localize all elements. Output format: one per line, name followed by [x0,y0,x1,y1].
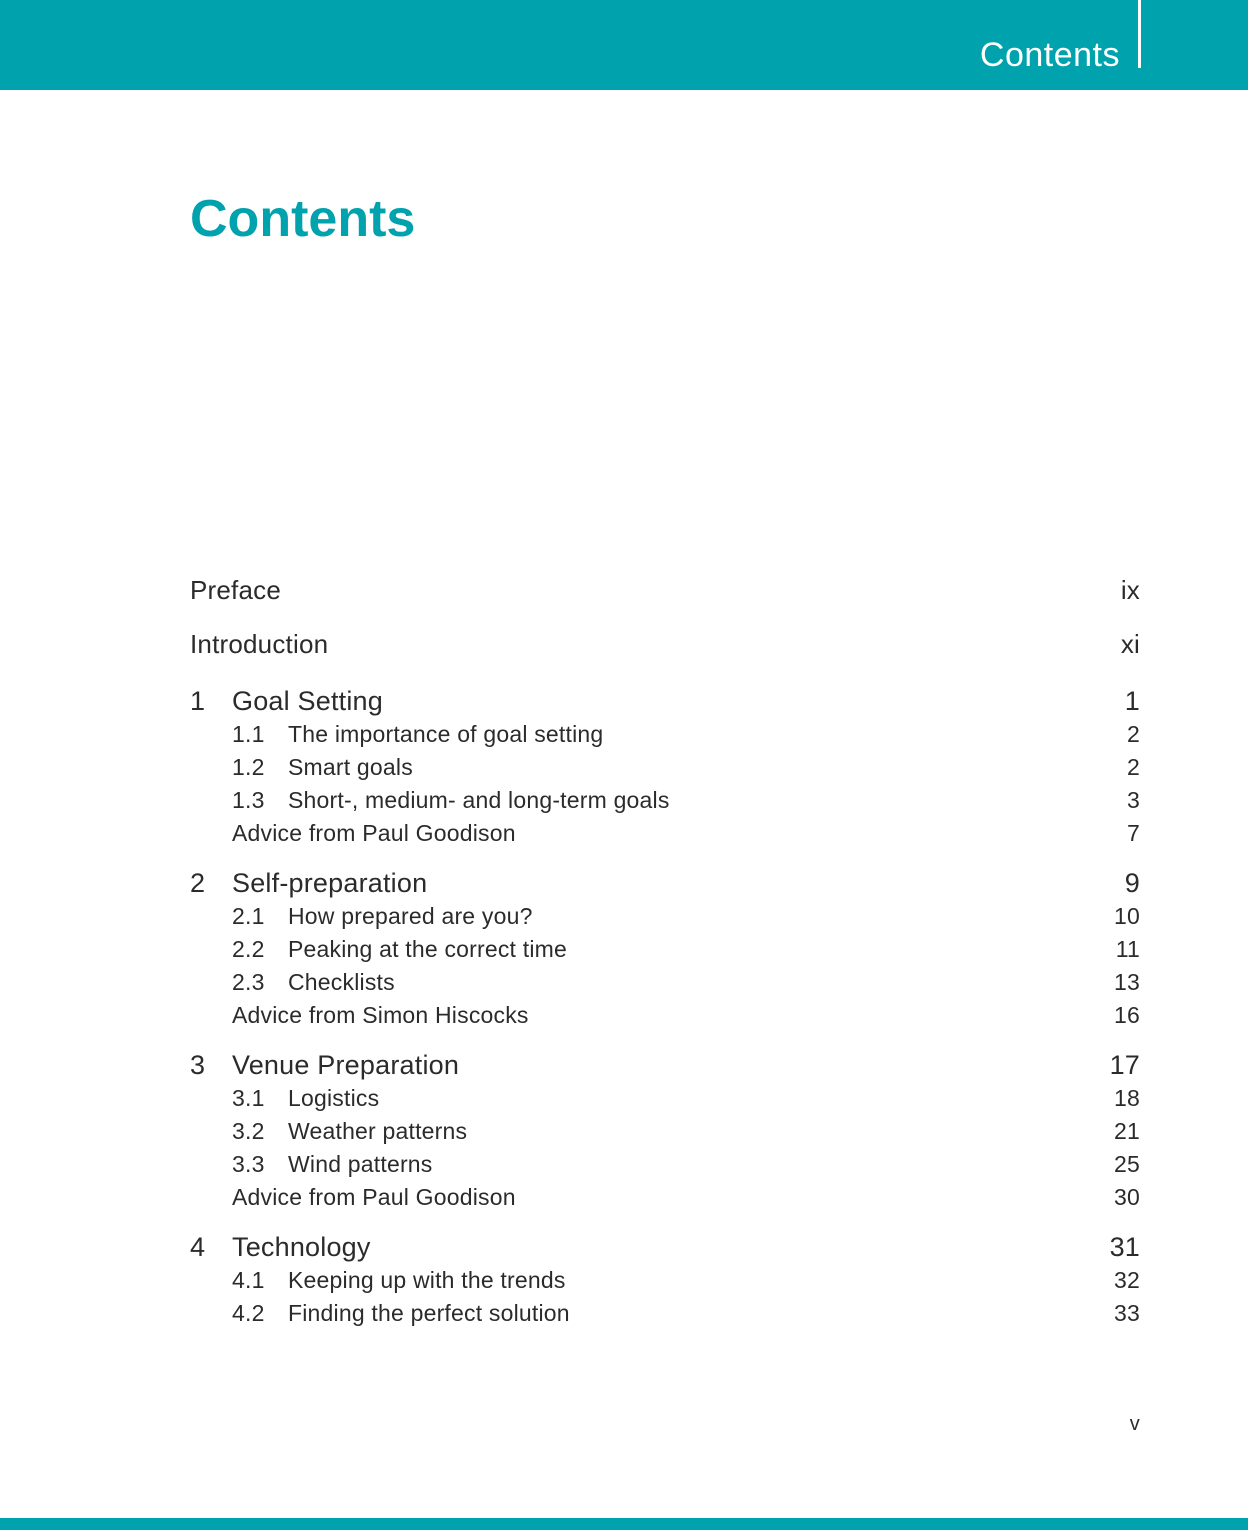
toc-item-row [190,1082,1140,1115]
toc-entry-number: 1.2 [232,754,265,780]
toc-chapter [190,1048,1140,1214]
toc-chapter-row [190,1048,1140,1082]
toc-entry-page: 10 [1114,903,1140,929]
toc-chapter-row [190,866,1140,900]
toc-entry-page: 16 [1114,1002,1140,1028]
toc-chapter-items [190,718,1140,850]
toc-chapter [190,684,1140,850]
toc-entry-number: 1.1 [232,721,265,747]
toc-entry-page: 13 [1114,969,1140,995]
toc-entry-title: Advice from Paul Goodison [232,1184,516,1210]
toc-entry-page: 7 [1127,820,1140,846]
toc-front-row [190,576,1140,604]
page-title: Contents [190,190,416,248]
toc-entry-number: 2.2 [232,936,265,962]
toc-entry-title: Keeping up with the trends [288,1267,566,1293]
toc-item-row [190,784,1140,817]
toc-entry-page: 2 [1127,721,1140,747]
toc-entry-title: Advice from Paul Goodison [232,820,516,846]
toc-item-row [190,966,1140,999]
toc-chapter-title: Self-preparation [232,868,428,898]
toc-entry-title: Finding the perfect solution [288,1300,570,1326]
toc-entry-title: How prepared are you? [288,903,533,929]
running-header-title: Contents [979,36,1120,74]
toc-entry-title: Checklists [288,969,395,995]
toc-item-row [190,751,1140,784]
toc-item-row [190,933,1140,966]
toc-entry-title: Peaking at the correct time [288,936,567,962]
toc-chapter-page: 17 [1109,1050,1140,1080]
toc-entry-number: 1.3 [232,787,265,813]
toc-entry-page: 3 [1127,787,1140,813]
toc-entry-title: Preface [190,575,282,605]
toc-entry-number: 3.1 [232,1085,265,1111]
page-number: v [1129,1413,1140,1435]
toc-entry-title: Logistics [288,1085,380,1111]
running-header-bar [0,0,1248,90]
toc-entry-page: 11 [1115,936,1140,962]
toc-front-matter [190,576,1140,658]
toc-entry-page: xi [1120,629,1140,659]
toc-chapter [190,866,1140,1032]
toc-item-row [190,1297,1140,1330]
toc-item-row [190,817,1140,850]
toc-entry-page: 2 [1127,754,1140,780]
toc-entry-title: The importance of goal setting [288,721,604,747]
toc-chapter-items [190,900,1140,1032]
toc-chapter-row [190,684,1140,718]
toc-item-row [190,1148,1140,1181]
toc-item-row [190,900,1140,933]
toc-item-row [190,1115,1140,1148]
toc-entry-number: 3.2 [232,1118,265,1144]
toc-chapter-page: 1 [1124,686,1140,716]
toc-chapter-page: 9 [1124,868,1140,898]
toc-entry-title: Smart goals [288,754,413,780]
toc-chapter-number: 4 [190,1232,206,1262]
toc-chapter-number: 3 [190,1050,206,1080]
toc-entry-title: Short-, medium- and long-term goals [288,787,670,813]
table-of-contents [190,576,1140,1346]
toc-chapter-number: 1 [190,686,206,716]
toc-entry-number: 2.3 [232,969,265,995]
toc-front-row [190,630,1140,658]
toc-chapter-page: 31 [1109,1232,1140,1262]
toc-entry-page: 33 [1114,1300,1140,1326]
toc-entry-number: 4.2 [232,1300,265,1326]
header-divider-line [1138,0,1141,68]
toc-entry-title: Weather patterns [288,1118,468,1144]
toc-item-row [190,999,1140,1032]
toc-entry-title: Wind patterns [288,1151,433,1177]
toc-item-row [190,1181,1140,1214]
toc-entry-number: 3.3 [232,1151,265,1177]
toc-entry-page: 21 [1114,1118,1140,1144]
toc-chapter [190,1230,1140,1330]
toc-item-row [190,1264,1140,1297]
toc-entry-page: 18 [1114,1085,1140,1111]
toc-entry-page: 25 [1114,1151,1140,1177]
page-footer-bar [0,1518,1248,1530]
toc-chapters [190,684,1140,1330]
toc-chapter-items [190,1264,1140,1330]
toc-chapter-title: Technology [232,1232,371,1262]
toc-entry-number: 2.1 [232,903,265,929]
toc-entry-page: 32 [1114,1267,1140,1293]
toc-chapter-title: Venue Preparation [232,1050,460,1080]
toc-entry-page: 30 [1114,1184,1140,1210]
toc-item-row [190,718,1140,751]
toc-chapter-title: Goal Setting [232,686,383,716]
toc-chapter-row [190,1230,1140,1264]
toc-chapter-items [190,1082,1140,1214]
toc-entry-page: ix [1120,575,1140,605]
toc-chapter-number: 2 [190,868,206,898]
toc-entry-title: Introduction [190,629,329,659]
toc-entry-title: Advice from Simon Hiscocks [232,1002,529,1028]
toc-entry-number: 4.1 [232,1267,265,1293]
